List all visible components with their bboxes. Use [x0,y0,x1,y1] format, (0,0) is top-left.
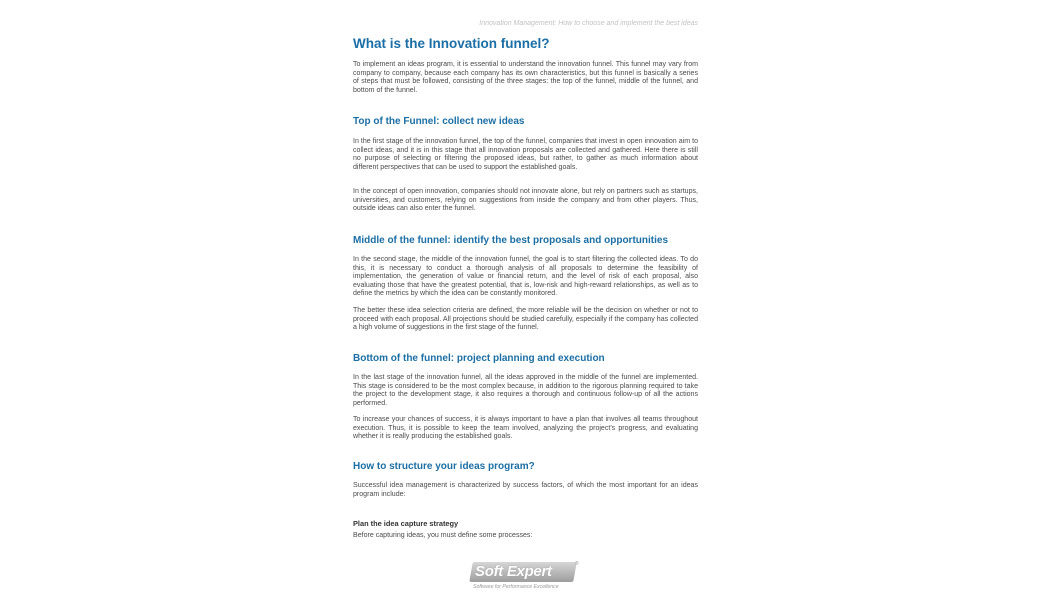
section-bottom-paragraph-1: In the last stage of the innovation funnel, all the ideas approved in the middle of the funnel are implemented. This stage is considered to be the most complex because, in addition to the rigorous planning required to take the project to the development stage, it also requires a thorough and continuous follow-up of all the actions performed. [353,374,698,407]
section-middle-paragraph-2: The better these idea selection criteria are defined, the more reliable will be the decision on whether or not to proceed with each proposal. All projections should be studied carefully, especially if the company has collected a high volume of suggestions in the first stage of the funnel. [353,307,698,332]
logo-tagline: Software for Performance Excellence [473,584,559,590]
section-middle-paragraph-1: In the second stage, the middle of the innovation funnel, the goal is to start filtering the collected ideas. To do this, it is necessary to conduct a thorough analysis of all proposals to determine the feasibility of implementation, the generation of value or financial return, and the level of risk of each proposal, also evaluating those that have the greatest potential, that is, low-risk and high-reward relationships, as well as to define the metrics by which the idea can be constantly monitored. [353,256,698,298]
subheading-plan-capture: Plan the idea capture strategy [353,519,459,528]
registered-mark: ® [575,561,579,567]
section-heading-middle: Middle of the funnel: identify the best proposals and opportunities [353,235,668,246]
section-top-paragraph-2: In the concept of open innovation, companies should not innovate alone, but rely on partners such as startups, universities, and customers, relying on suggestions from inside the company and from other players. Thus, outside ideas can also enter the funnel. [353,188,698,213]
structure-intro-paragraph: Successful idea management is characterized by success factors, of which the most important for an ideas program include: [353,482,698,498]
page-title: What is the Innovation funnel? [353,36,550,51]
section-top-paragraph-1: In the first stage of the innovation funnel, the top of the funnel, companies that invest in open innovation aim to collect ideas, and it is in this stage that all innovation proposals are collected and gathered. Here there is still no purpose of selecting or filtering the proposed ideas, but rather, to gather as much information about different perspectives that can be used to support the established goals. [353,138,698,171]
document-page [352,14,698,596]
section-heading-bottom: Bottom of the funnel: project planning and execution [353,353,605,364]
logo-wordmark: Soft Expert [475,563,552,580]
section-heading-top: Top of the Funnel: collect new ideas [353,116,525,127]
subheading-text: Before capturing ideas, you must define some processes: [353,532,533,539]
intro-paragraph: To implement an ideas program, it is essential to understand the innovation funnel. This funnel may vary from company to company, because each company has its own characteristics, but this funnel is basically a series of steps that must be followed, consisting of the three stages: the top of the funnel, middle of the funnel, and bottom of the funnel. [353,61,698,94]
structure-heading: How to structure your ideas program? [353,461,535,472]
running-header: Innovation Management: How to choose and implement the best ideas [479,20,698,27]
section-bottom-paragraph-2: To increase your chances of success, it is always important to have a plan that involves all teams throughout execution. Thus, it is possible to keep the team involved, analyzing the project's progress, and evaluating whether it is really producing the established goals. [353,416,698,441]
softexpert-logo [471,562,581,594]
